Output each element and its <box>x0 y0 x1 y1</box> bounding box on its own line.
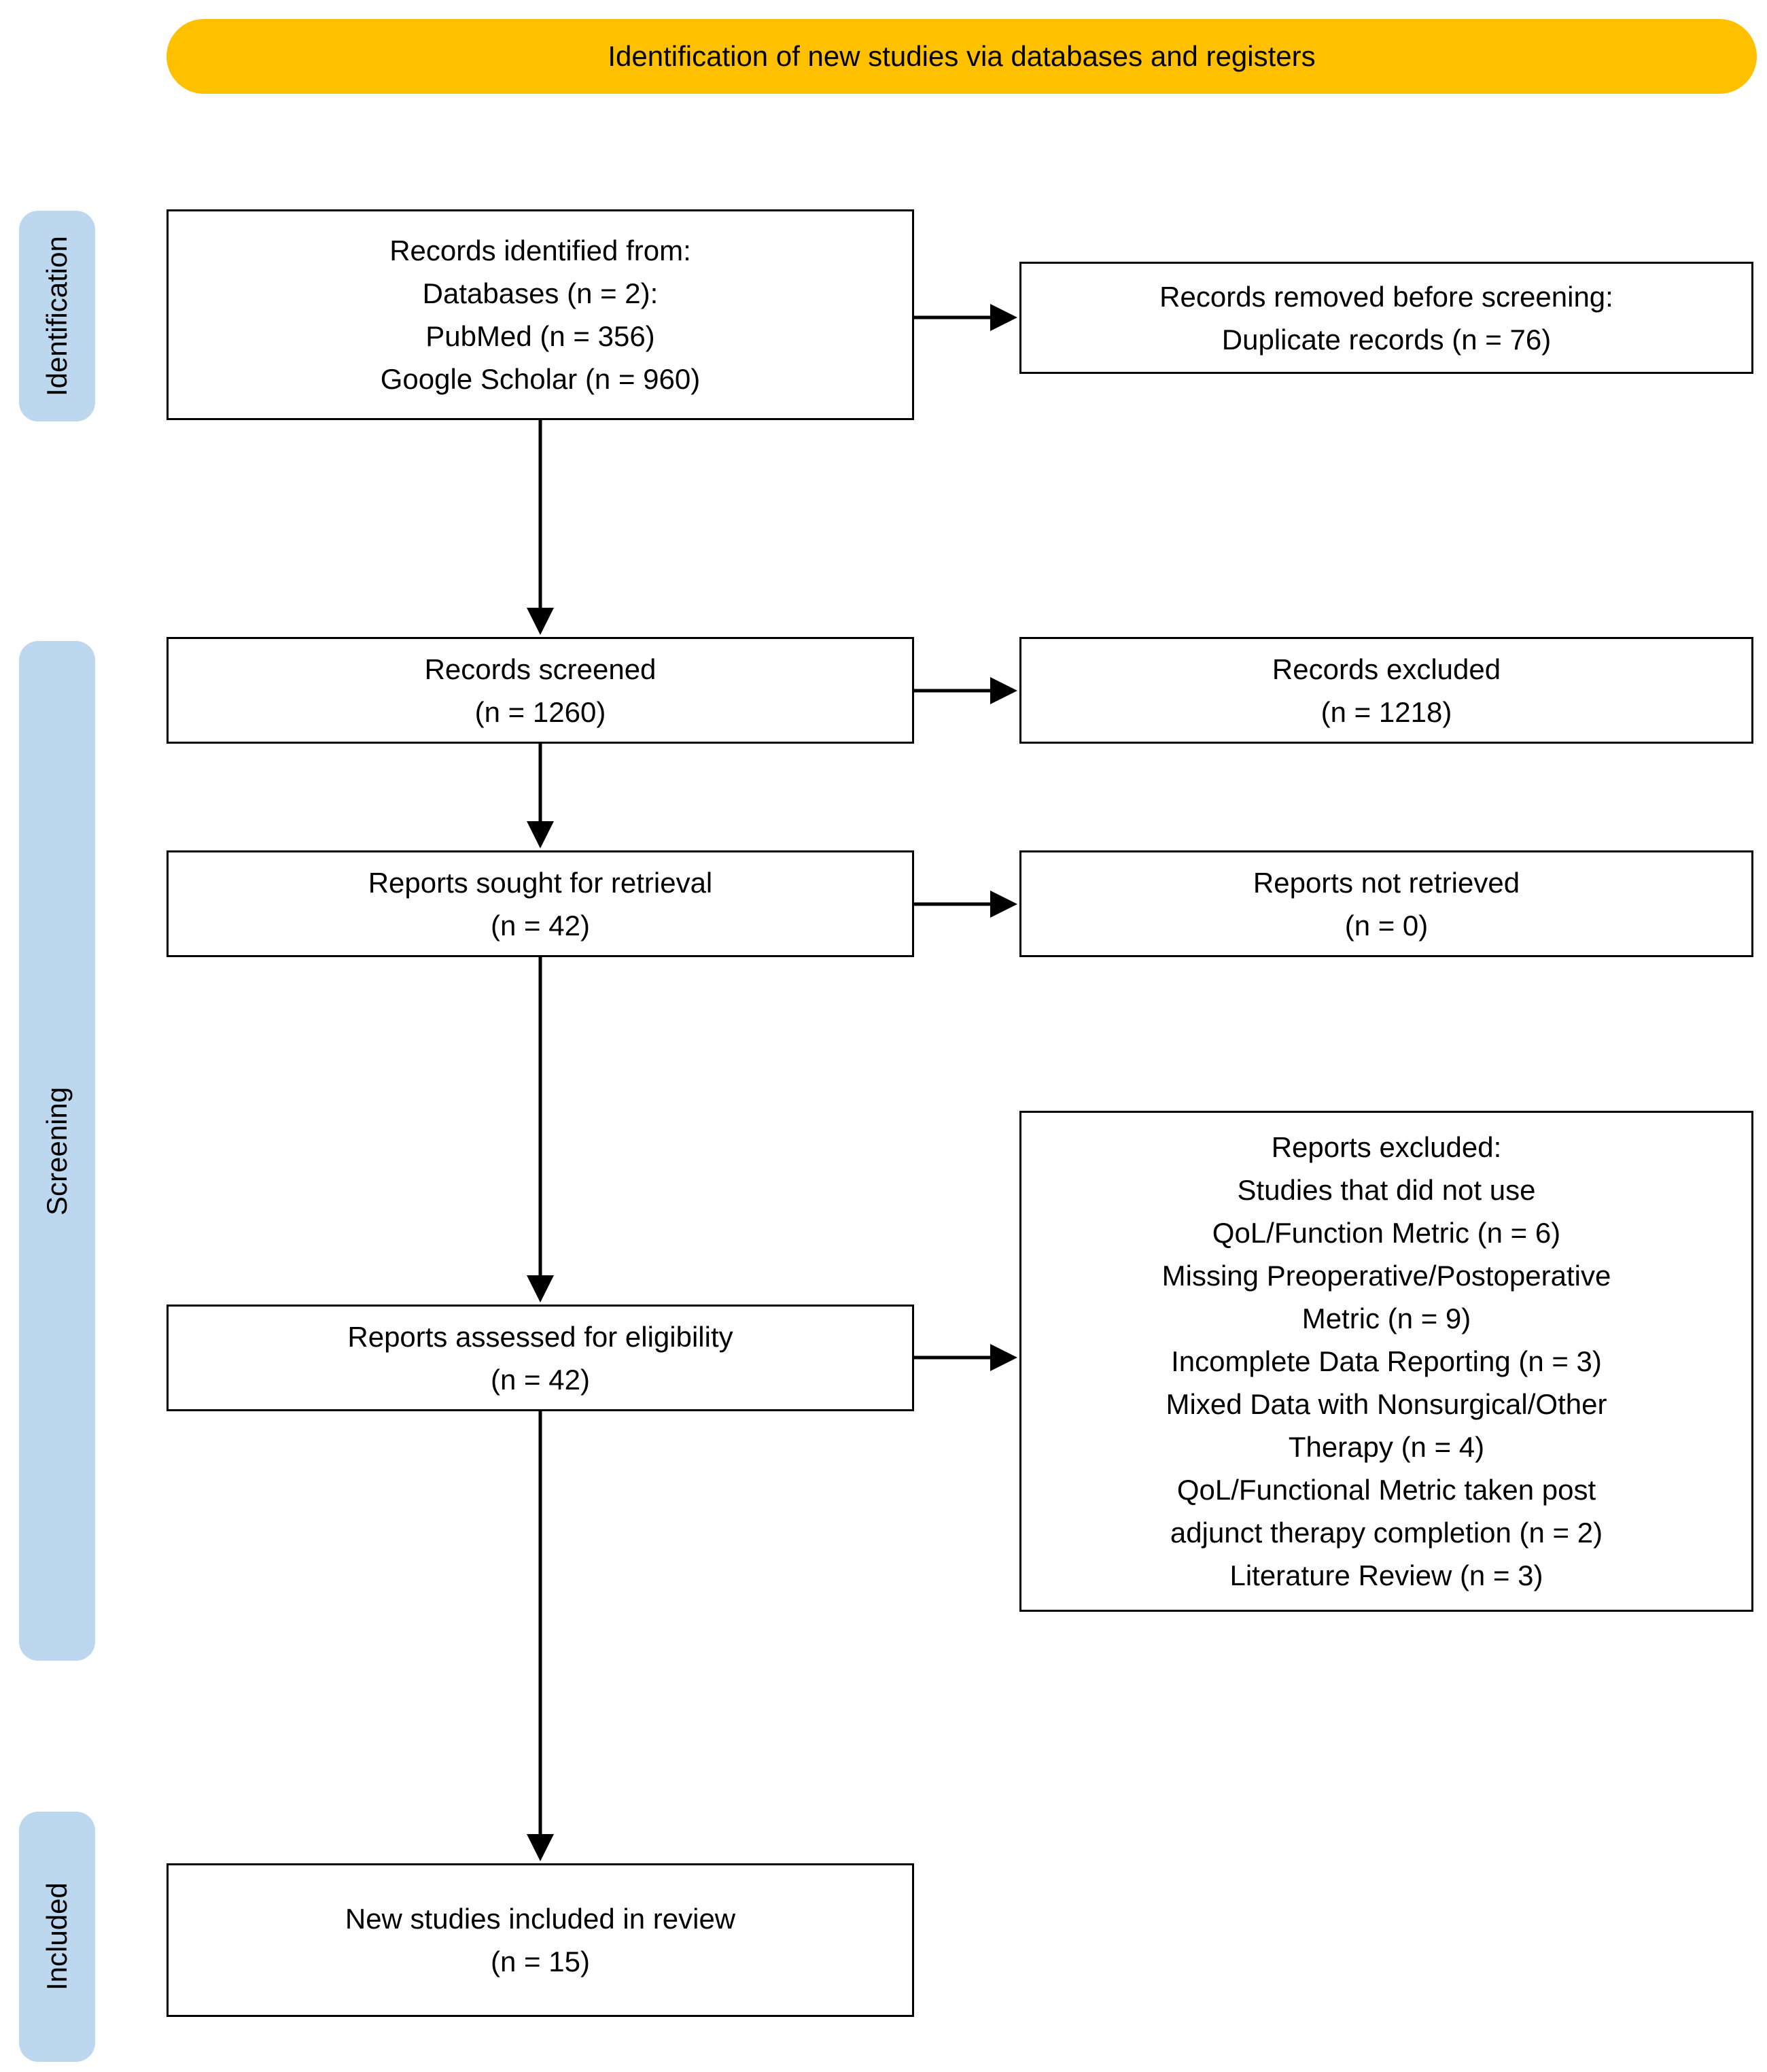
box-reports-not-retrieved: Reports not retrieved (n = 0) <box>1019 850 1753 957</box>
stage-label-identification: Identification <box>19 211 95 421</box>
box-records-removed-before-screening: Records removed before screening: Duplicate records (n = 76) <box>1019 262 1753 374</box>
box-new-studies-included: New studies included in review (n = 15) <box>167 1863 914 2017</box>
box-records-excluded: Records excluded (n = 1218) <box>1019 637 1753 744</box>
box-reports-sought-for-retrieval: Reports sought for retrieval (n = 42) <box>167 850 914 957</box>
stage-label-screening: Screening <box>19 641 95 1661</box>
box-reports-assessed-for-eligibility: Reports assessed for eligibility (n = 42) <box>167 1305 914 1411</box>
box-records-screened: Records screened (n = 1260) <box>167 637 914 744</box>
box-reports-excluded: Reports excluded: Studies that did not use QoL/Function Metric (n = 6) Missing Preoperative/Postoperative Metric (n = 9) Incomplete Data Reporting (n = 3) Mixed Data with Nonsurgical/Other Therapy (n = 4) QoL/Functional Metric taken post adjunct therapy completion (n = 2) Literature Review (n = 3) <box>1019 1111 1753 1612</box>
title-banner: Identification of new studies via databases and registers <box>167 19 1757 94</box>
stage-label-included: Included <box>19 1812 95 2062</box>
box-records-identified: Records identified from: Databases (n = 2): PubMed (n = 356) Google Scholar (n = 960) <box>167 209 914 420</box>
